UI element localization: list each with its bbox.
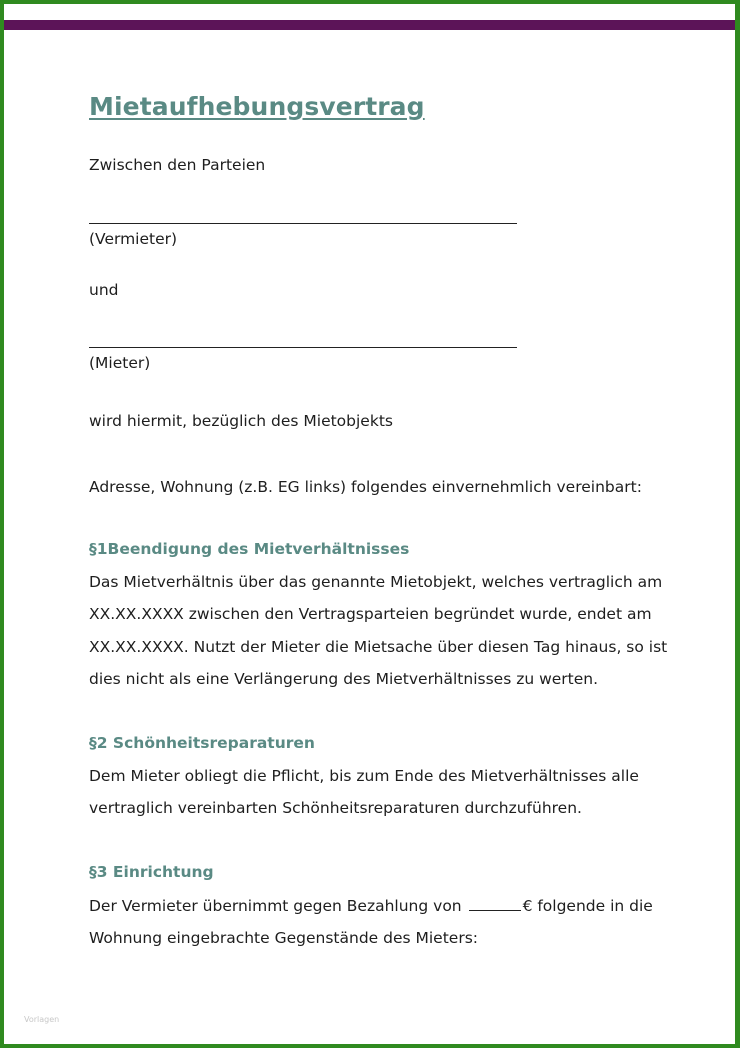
section-1-line: dies nicht als eine Verlängerung des Mietverhältnisses zu werten. xyxy=(89,670,599,688)
price-blank[interactable] xyxy=(469,896,521,911)
landlord-label: (Vermieter) xyxy=(89,230,178,248)
tenant-label: (Mieter) xyxy=(89,354,151,372)
section-3-text-after: € folgende in die xyxy=(522,897,653,915)
tenant-signature-line[interactable] xyxy=(89,347,517,348)
landlord-signature-line[interactable] xyxy=(89,223,517,224)
section-1-line: XX.XX.XXXX. Nutzt der Mieter die Mietsache über diesen Tag hinaus, so ist xyxy=(89,638,668,656)
footer-watermark: Vorlagen xyxy=(24,1015,60,1024)
document-title: Mietaufhebungsvertrag xyxy=(89,92,425,121)
section-2-heading: §2 Schönheitsreparaturen xyxy=(89,734,315,752)
section-2-line: Dem Mieter obliegt die Pflicht, bis zum Ende des Mietverhältnisses alle xyxy=(89,767,639,785)
section-2-line: vertraglich vereinbarten Schönheitsreparaturen durchzuführen. xyxy=(89,799,582,817)
object-text: wird hiermit, bezüglich des Mietobjekts xyxy=(89,412,393,430)
conjunction-text: und xyxy=(89,281,119,299)
section-3-text-before: Der Vermieter übernimmt gegen Bezahlung von xyxy=(89,897,462,915)
section-1-heading: §1Beendigung des Mietverhältnisses xyxy=(89,540,410,558)
section-1-line: XX.XX.XXXX zwischen den Vertragsparteien begründet wurde, endet am xyxy=(89,605,652,623)
address-text: Adresse, Wohnung (z.B. EG links) folgendes einvernehmlich vereinbart: xyxy=(89,478,642,496)
section-3-line: Wohnung eingebrachte Gegenstände des Mieters: xyxy=(89,929,478,947)
intro-text: Zwischen den Parteien xyxy=(89,156,266,174)
section-3-heading: §3 Einrichtung xyxy=(89,863,214,881)
section-1-line: Das Mietverhältnis über das genannte Mietobjekt, welches vertraglich am xyxy=(89,573,663,591)
section-3-line xyxy=(89,896,653,916)
